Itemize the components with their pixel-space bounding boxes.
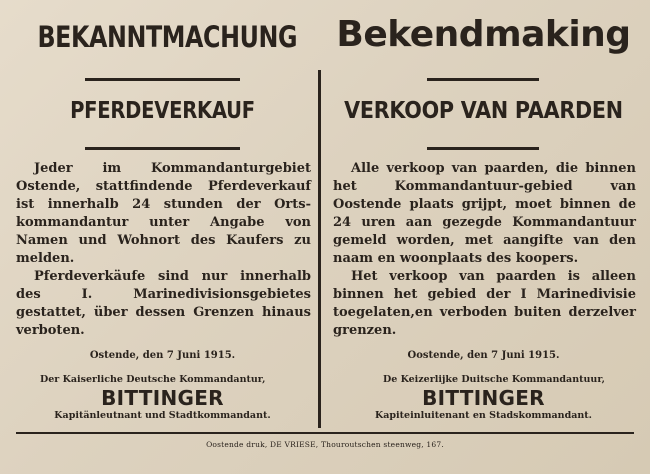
german-title: BEKANNTMACHUNG <box>37 20 298 54</box>
german-title-rule <box>85 78 240 81</box>
dutch-title: Bekendmaking <box>336 14 631 55</box>
dutch-signer: BITTINGER <box>422 386 545 410</box>
german-subtitle: PFERDEVERKAUF <box>70 98 255 124</box>
german-body <box>16 160 311 340</box>
german-paragraph-1: Jeder im Kommandanturgebiet Ostende, stattfindende Pferdeverkauf ist innerhalb 24 stunden der Orts-kommandantur unter Angabe von Namen und Wohnort des Kaufers zu melden. <box>16 161 311 266</box>
dutch-rank: Kapiteinluitenant en Stadskommandant. <box>375 410 592 421</box>
dutch-subtitle-rule <box>427 147 539 150</box>
german-paragraph-2: Pferdeverkäufe sind nur innerhalb des I. Marinedivisionsgebietes gestattet, über dessen Grenzen hinaus verboten. <box>16 269 311 338</box>
dutch-paragraph-1: Alle verkoop van paarden, die binnen het Kommandantuur-gebied van Oostende plaats grijpt, moet binnen de 24 uren aan gezegde Kommandantuur gemeld worden, met aangifte van den naam en woonplaats des koopers. <box>333 161 636 266</box>
dutch-title-rule <box>427 78 539 81</box>
german-authority: Der Kaiserliche Deutsche Kommandantur, <box>40 374 266 385</box>
dutch-subtitle: VERKOOP VAN PAARDEN <box>344 98 623 124</box>
printer-imprint: Oostende druk, DE VRIESE, Thouroutschen steenweg, 167. <box>206 440 444 449</box>
column-divider <box>318 70 321 428</box>
german-rank: Kapitänleutnant und Stadtkommandant. <box>54 410 271 421</box>
dutch-paragraph-2: Het verkoop van paarden is alleen binnen het gebied der I Marinedivisie toegelaten,en verboden buiten derzelver grenzen. <box>333 269 636 338</box>
german-subtitle-rule <box>85 147 240 150</box>
dutch-date: Oostende, den 7 Juni 1915. <box>407 350 560 361</box>
bottom-rule <box>16 432 634 434</box>
dutch-body <box>333 160 636 340</box>
german-date: Ostende, den 7 Juni 1915. <box>89 350 236 361</box>
german-signer: BITTINGER <box>101 386 224 410</box>
dutch-authority: De Keizerlijke Duitsche Kommandantuur, <box>383 374 605 385</box>
